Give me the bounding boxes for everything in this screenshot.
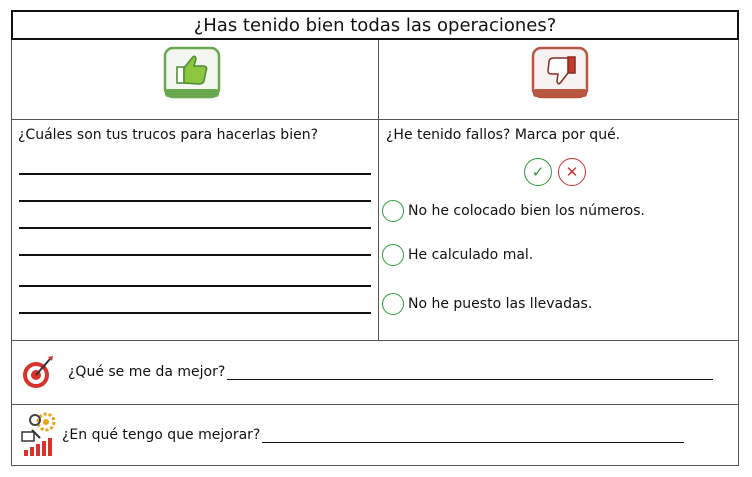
row-divider <box>12 340 738 341</box>
thumbs-up-icon <box>162 45 222 100</box>
option-radio[interactable] <box>382 244 404 266</box>
target-icon <box>20 354 56 390</box>
column-divider <box>378 40 379 340</box>
cross-circle-icon: ✕ <box>558 158 586 186</box>
option-radio[interactable] <box>382 293 404 315</box>
best-row <box>12 352 738 392</box>
row-divider <box>12 404 738 405</box>
answer-line[interactable] <box>19 254 371 256</box>
option-label: No he colocado bien los números. <box>408 203 645 219</box>
answer-line[interactable] <box>19 173 371 175</box>
option-item <box>382 293 592 315</box>
improve-question: ¿En qué tengo que mejorar? <box>62 427 261 443</box>
improvement-gears-icon <box>16 412 60 458</box>
mark-legend <box>524 158 586 186</box>
best-question: ¿Qué se me da mejor? <box>68 364 226 380</box>
best-answer-line[interactable] <box>227 365 713 380</box>
option-item <box>382 244 533 266</box>
option-label: No he puesto las llevadas. <box>408 296 593 312</box>
option-label: He calculado mal. <box>408 247 534 263</box>
answer-line[interactable] <box>19 312 371 314</box>
tricks-question: ¿Cuáles son tus trucos para hacerlas bien? <box>18 127 318 143</box>
improve-answer-line[interactable] <box>262 428 684 443</box>
worksheet <box>11 10 739 466</box>
check-circle-icon: ✓ <box>524 158 552 186</box>
answer-line[interactable] <box>19 200 371 202</box>
thumbs-down-icon <box>530 45 590 100</box>
worksheet-grid <box>11 40 739 466</box>
improve-row <box>12 412 738 458</box>
row-divider <box>12 119 738 120</box>
answer-line[interactable] <box>19 285 371 287</box>
option-radio[interactable] <box>382 200 404 222</box>
worksheet-title: ¿Has tenido bien todas las operaciones? <box>11 10 739 40</box>
option-item <box>382 200 645 222</box>
errors-question: ¿He tenido fallos? Marca por qué. <box>386 127 621 143</box>
answer-line[interactable] <box>19 227 371 229</box>
